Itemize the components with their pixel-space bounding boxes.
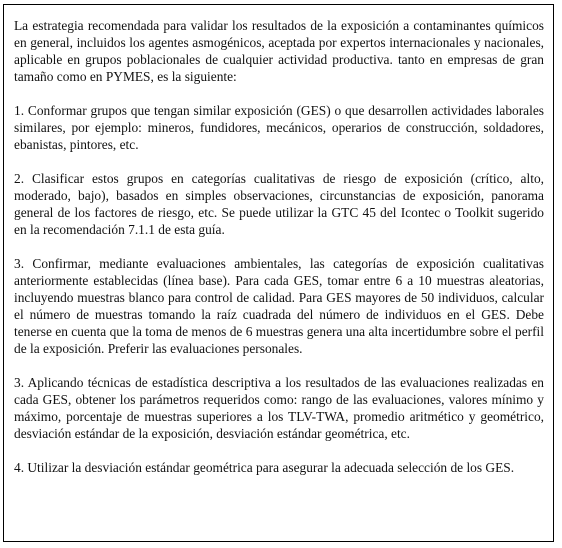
step-3-paragraph: 3. Confirmar, mediante evaluaciones ambientales, las categorías de exposición cualitativas anteriormente establecidas (línea base). Para cada GES, tomar entre 6 a 10 muestras aleatorias, incluyendo muestras blanco para control de calidad. Para GES mayores de 50 individuos, calcular el número de muestras tomando la raíz cuadrada del número de individuos en el GES. Debe tenerse en cuenta que la toma de menos de 6 muestras genera una alta incertidumbre sobre el perfil de la exposición. Preferir las evaluaciones personales. [14,256,544,356]
step-3b-paragraph: 3. Aplicando técnicas de estadística descriptiva a los resultados de las evaluaciones realizadas en cada GES, obtener los parámetros requeridos como: rango de las evaluaciones, valores mínimo y máximo, porcentaje de muestras superiores a los TLV-TWA, promedio aritmético y geométrico, desviación estándar de la exposición, desviación estándar geométrica, etc. [14,375,544,441]
step-2-paragraph: 2. Clasificar estos grupos en categorías cualitativas de riesgo de exposición (crítico, alto, moderado, bajo), basados en simples observaciones, circunstancias de exposición, panorama general de los factores de riesgo, etc. Se puede utilizar la GTC 45 del Icontec o Toolkit sugerido en la recomendación 7.1.1 de esta guía. [14,171,544,237]
step-1-paragraph: 1. Conformar grupos que tengan similar exposición (GES) o que desarrollen actividades laborales similares, por ejemplo: mineros, fundidores, mecánicos, operarios de construcción, soldadores, ebanistas, pintores, etc. [14,103,544,152]
document-content [14,17,544,476]
document-box [3,4,554,542]
intro-paragraph: La estrategia recomendada para validar los resultados de la exposición a contaminantes químicos en general, incluidos los agentes asmogénicos, aceptada por expertos internacionales y nacionales, aplicable en grupos poblacionales de cualquier actividad productiva. tanto en empresas de gran tamaño como en PYMES, es la siguiente: [14,18,544,84]
step-4-paragraph: 4. Utilizar la desviación estándar geométrica para asegurar la adecuada selección de los GES. [14,460,515,475]
